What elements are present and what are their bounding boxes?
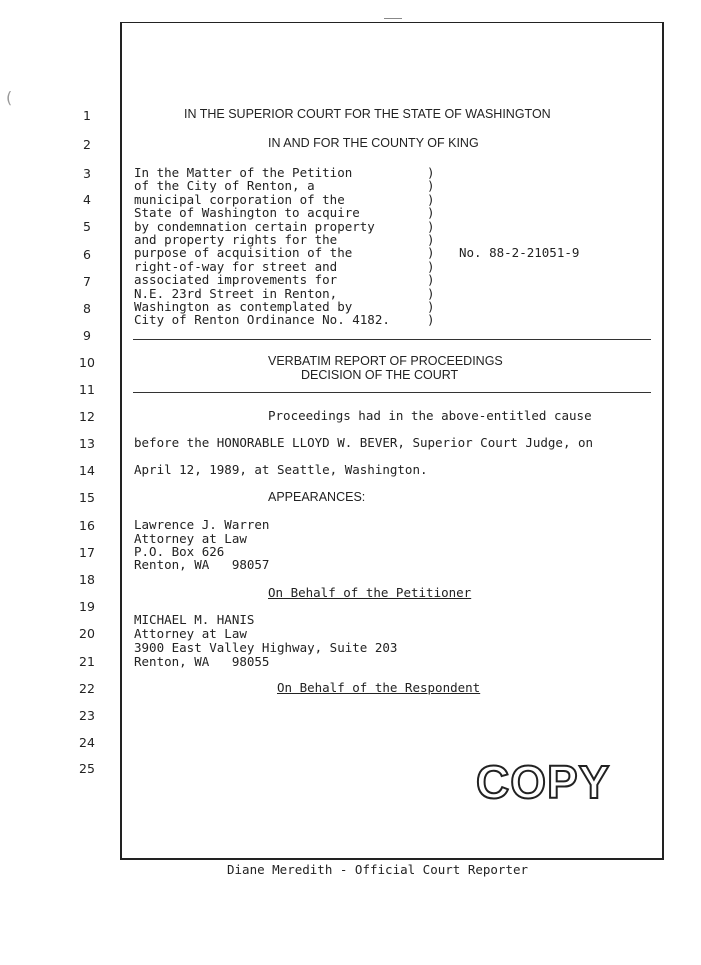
petitioner-address: P.O. Box 626 [134,544,225,559]
line-number: 25 [79,761,95,776]
line-number: 2 [83,137,91,152]
scan-mark [384,18,402,19]
line-number: 21 [79,654,95,669]
line-number: 1 [83,108,91,123]
respondent-name: MICHAEL M. HANIS [134,612,255,627]
line-number: 13 [79,436,95,451]
line-number: 18 [79,572,95,587]
line-number: 17 [79,545,95,560]
case-caption [134,166,390,327]
caption-line: N.E. 23rd Street in Renton, [134,285,338,301]
divider-rule [133,392,651,393]
caption-parentheses: ) ) ) ) ) ) ) ) ) ) ) ) [427,165,435,328]
caption-line: right-of-way for street and [134,258,338,274]
divider-rule [133,339,651,340]
line-number: 6 [83,247,91,262]
caption-line: and property rights for the [134,231,338,247]
respondent-title: Attorney at Law [134,626,247,641]
respondent-address: 3900 East Valley Highway, Suite 203 [134,640,398,655]
line-number: 7 [83,274,91,289]
petitioner-city: Renton, WA 98057 [134,557,270,572]
line-number: 12 [79,409,95,424]
court-header-line1: IN THE SUPERIOR COURT FOR THE STATE OF WASHINGTON [184,107,551,121]
body-line-13: before the HONORABLE LLOYD W. BEVER, Superior Court Judge, on [134,435,594,450]
line-number: 14 [79,463,95,478]
line-number: 8 [83,301,91,316]
copy-stamp: COPY [476,756,611,808]
caption-line: by condemnation certain property [134,218,375,234]
line-number: 5 [83,219,91,234]
line-number: 9 [83,328,91,343]
caption-line: purpose of acquisition of the [134,245,353,261]
body-line-12: Proceedings had in the above-entitled cause [268,408,592,423]
line-number: 4 [83,192,91,207]
caption-line: municipal corporation of the [134,191,345,207]
report-title-line1: VERBATIM REPORT OF PROCEEDINGS [268,354,503,368]
body-line-14: April 12, 1989, at Seattle, Washington. [134,462,428,477]
case-number: No. 88-2-21051-9 [459,245,580,260]
caption-line: State of Washington to acquire [134,205,360,221]
petitioner-behalf: On Behalf of the Petitioner [268,585,472,600]
appearances-heading: APPEARANCES: [268,490,366,504]
line-number: 19 [79,599,95,614]
petitioner-name: Lawrence J. Warren [134,517,270,532]
court-header-line2: IN AND FOR THE COUNTY OF KING [268,136,479,150]
respondent-behalf: On Behalf of the Respondent [277,680,481,695]
footer-reporter: Diane Meredith - Official Court Reporter [227,862,529,877]
line-number: 24 [79,735,95,750]
line-number: 16 [79,518,95,533]
line-number: 20 [79,626,95,641]
caption-line: In the Matter of the Petition [134,165,353,180]
line-number: 22 [79,681,95,696]
caption-line: associated improvements for [134,272,338,288]
petitioner-title: Attorney at Law [134,531,247,546]
caption-line: Washington as contemplated by [134,298,353,314]
report-title-line2: DECISION OF THE COURT [301,368,459,382]
line-number: 10 [79,355,95,370]
line-number: 15 [79,490,95,505]
scan-mark: ( [6,88,13,107]
caption-line: of the City of Renton, a [134,178,315,194]
line-number: 3 [83,166,91,181]
respondent-city: Renton, WA 98055 [134,654,270,669]
caption-line: City of Renton Ordinance No. 4182. [134,312,390,328]
line-number: 23 [79,708,95,723]
line-number: 11 [79,382,95,397]
